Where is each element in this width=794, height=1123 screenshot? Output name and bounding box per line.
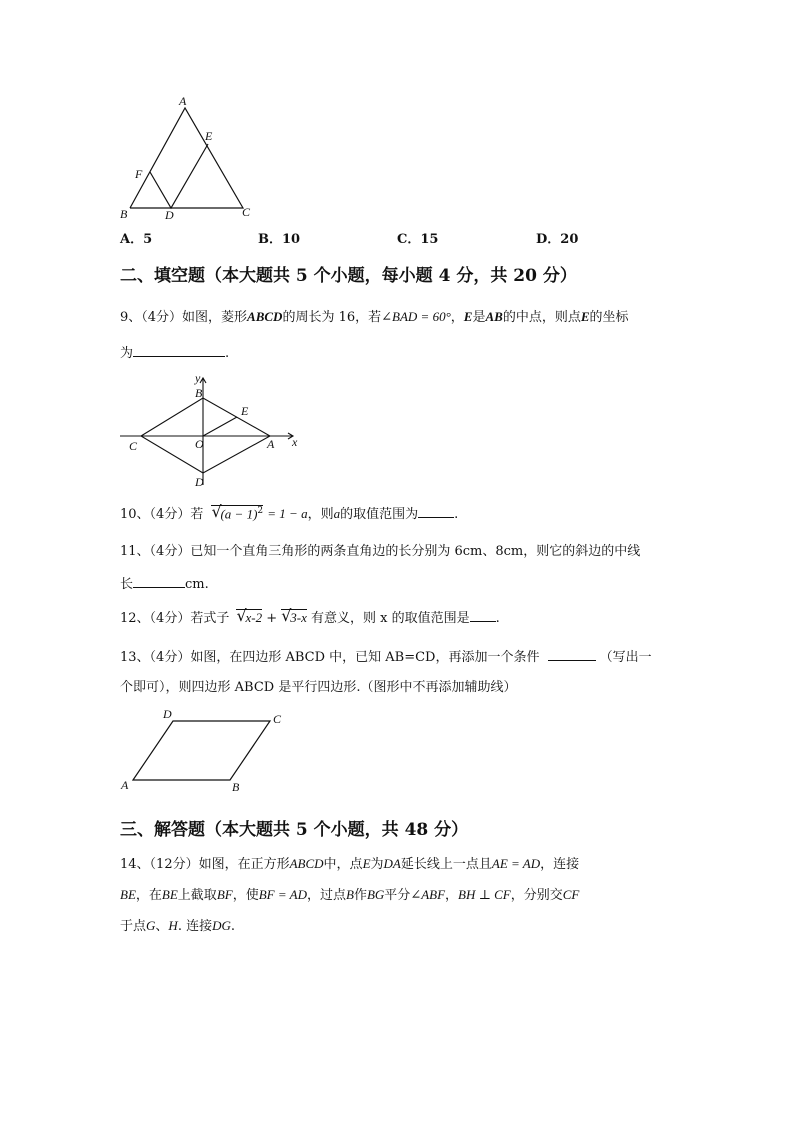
label-A: A — [121, 778, 129, 792]
question-10: 10、（4分）若 √ $(a - 1)^2 = 1 - a$，则a的取值范围为 . — [120, 501, 459, 522]
label-D: D — [165, 208, 174, 222]
label-D: D — [163, 707, 172, 721]
answer-blank[interactable] — [470, 609, 496, 622]
label-A: A — [179, 94, 187, 108]
label-B: B — [232, 780, 240, 794]
label-E: E — [241, 404, 249, 418]
label-C: C — [273, 712, 282, 726]
label-B: B — [195, 386, 203, 400]
label-C: C — [242, 205, 251, 219]
answer-blank[interactable] — [133, 575, 185, 588]
label-A: A — [267, 437, 275, 451]
label-y: y — [195, 371, 201, 385]
option-b: B．10 — [258, 232, 301, 247]
label-O: O — [195, 437, 204, 451]
question-14-line3: 于点G、H. 连接DG. — [120, 918, 235, 934]
question-14-line2: BE，在BE上截取BF，使BF = AD，过点B作BG平分∠ABF，BH ⊥ CF，分别交CF — [120, 887, 580, 903]
question-12: 12、（4分）若式子 √ x-2 + √ 3-x 有意义，则 x 的取值范围是 . — [120, 606, 500, 626]
answer-blank[interactable] — [418, 505, 454, 518]
option-a: A．5 — [120, 232, 153, 247]
sqrt-2: √ 3-x — [281, 606, 307, 625]
label-B: B — [120, 207, 128, 221]
option-c: C．15 — [397, 232, 439, 247]
question-9-line2: 为 . — [120, 346, 230, 361]
section-3-title: 三、解答题（本大题共 5 个小题，共 48 分） — [120, 820, 469, 840]
option-d: D．20 — [536, 232, 579, 247]
label-C: C — [129, 439, 138, 453]
answer-blank[interactable] — [548, 648, 596, 661]
question-9-line1: 9、（4分）如图，菱形ABCD的周长为 16，若∠BAD = 60°，E是AB的中点，则点E的坐标 — [120, 309, 629, 325]
triangle-figure — [115, 92, 265, 227]
label-x: x — [292, 435, 298, 449]
question-13-line2: 个即可），则四边形 ABCD 是平行四边形.（图形中不再添加辅助线） — [120, 680, 517, 695]
question-11-line1: 11、（4分）已知一个直角三角形的两条直角边的长分别为 6cm、8cm，则它的斜边的中线 — [120, 544, 641, 559]
question-11-line2: 长 cm. — [120, 577, 209, 592]
label-F: F — [135, 167, 143, 181]
question-14-line1: 14、（12分）如图，在正方形ABCD中，点E为DA延长线上一点且AE = AD，连接 — [120, 856, 580, 872]
answer-blank[interactable] — [133, 344, 225, 357]
section-2-title: 二、填空题（本大题共 5 个小题，每小题 4 分，共 20 分） — [120, 266, 577, 286]
rhombus-figure — [115, 370, 310, 490]
sqrt-1: √ x-2 — [236, 606, 263, 625]
label-E: E — [205, 129, 213, 143]
sqrt-expression: √ $(a - 1)^2$ — [211, 501, 264, 521]
question-13-line1: 13、（4分）如图，在四边形 ABCD 中，已知 AB=CD，再添加一个条件 （写出一 — [120, 650, 652, 665]
label-D: D — [195, 475, 204, 489]
parallelogram-figure — [115, 705, 295, 795]
